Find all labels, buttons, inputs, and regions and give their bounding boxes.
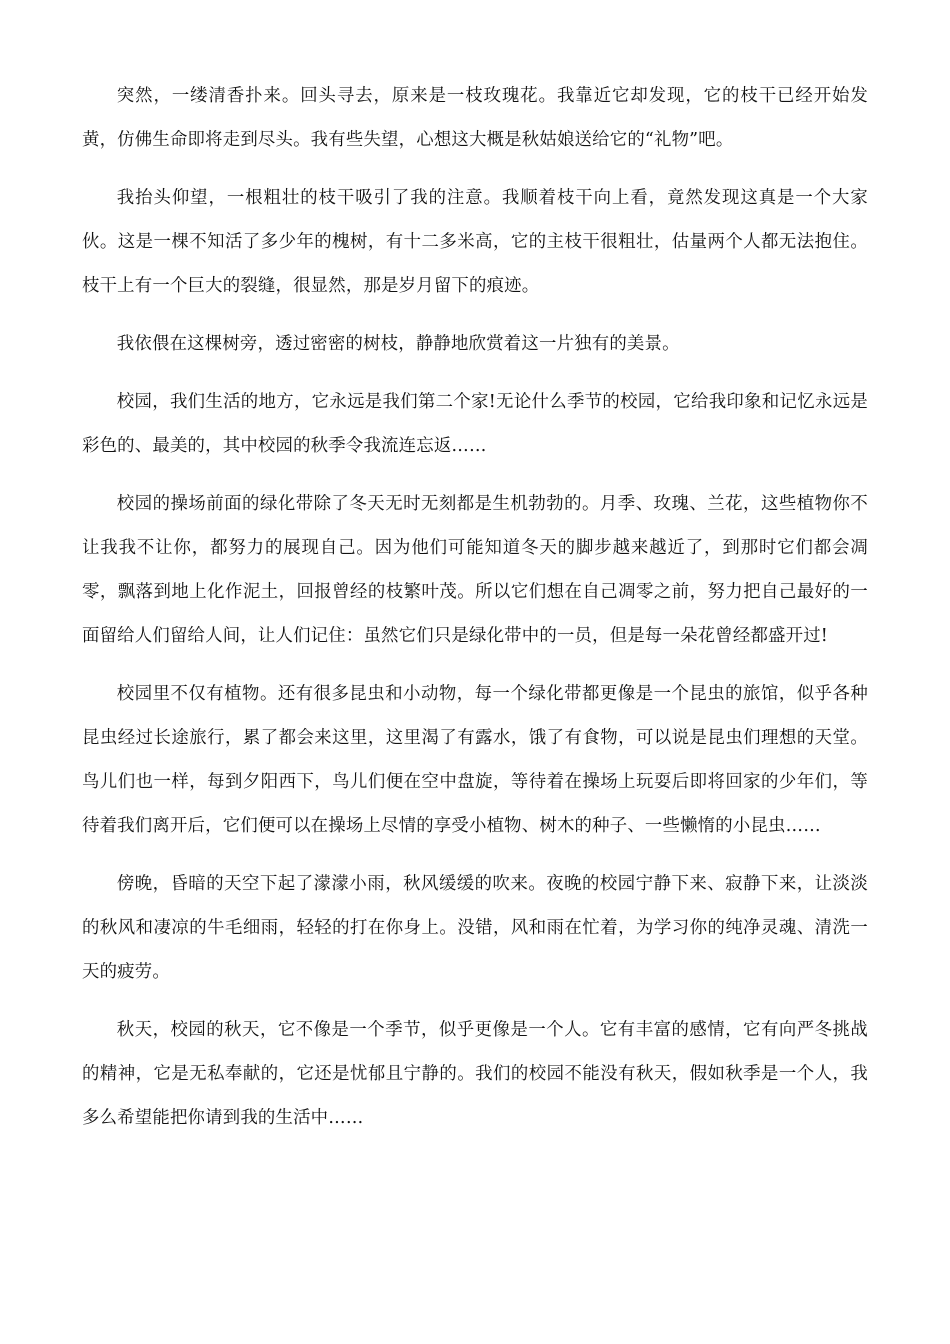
- paragraph-autumn-person: 秋天，校园的秋天，它不像是一个季节，似乎更像是一个人。它有丰富的感情，它有向严冬挑战的精神，它是无私奉献的，它还是忧郁且宁静的。我们的校园不能没有秋天，假如秋季是一个人，我多么希望能把你请到我的生活中……: [82, 1020, 868, 1128]
- paragraph-insects-birds: 校园里不仅有植物。还有很多昆虫和小动物，每一个绿化带都更像是一个昆虫的旅馆，似乎各种昆虫经过长途旅行，累了都会来这里，这里渴了有露水，饿了有食物，可以说是昆虫们理想的天堂。鸟儿们也一样，每到夕阳西下，鸟儿们便在空中盘旋，等待着在操场上玩耍后即将回家的少年们，等待着我们离开后，它们便可以在操场上尽情的享受小植物、树木的种子、一些懒惰的小昆虫……: [82, 684, 868, 836]
- paragraph-green-belt: 校园的操场前面的绿化带除了冬天无时无刻都是生机勃勃的。月季、玫瑰、兰花，这些植物你不让我我不让你，都努力的展现自己。因为他们可能知道冬天的脚步越来越近了，到那时它们都会凋零，飘落到地上化作泥土，回报曾经的枝繁叶茂。所以它们想在自己凋零之前，努力把自己最好的一面留给人们留给人间，让人们记住：虽然它们只是绿化带中的一员，但是每一朵花曾经都盛开过!: [82, 494, 868, 646]
- paragraph-locust-tree: 我抬头仰望，一根粗壮的枝干吸引了我的注意。我顺着枝干向上看，竟然发现这真是一个大家伙。这是一棵不知活了多少年的槐树，有十二多米高，它的主枝干很粗壮，估量两个人都无法抱住。枝干上有一个巨大的裂缝，很显然，那是岁月留下的痕迹。: [82, 188, 868, 296]
- paragraph-rose: 突然，一缕清香扑来。回头寻去，原来是一枝玫瑰花。我靠近它却发现，它的枝干已经开始发黄，仿佛生命即将走到尽头。我有些失望，心想这大概是秋姑娘送给它的“礼物”吧。: [82, 86, 868, 150]
- paragraph-lean-on-tree: 我依偎在这棵树旁，透过密密的树枝，静静地欣赏着这一片独有的美景。: [116, 334, 680, 354]
- document-body: [82, 74, 868, 1154]
- paragraph-campus-home: 校园，我们生活的地方，它永远是我们第二个家!无论什么季节的校园，它给我印象和记忆永远是彩色的、最美的，其中校园的秋季令我流连忘返……: [82, 392, 868, 456]
- paragraph-evening-rain: 傍晚，昏暗的天空下起了濛濛小雨，秋风缓缓的吹来。夜晚的校园宁静下来、寂静下来，让淡淡的秋风和凄凉的牛毛细雨，轻轻的打在你身上。没错，风和雨在忙着，为学习你的纯净灵魂、清洗一天的疲劳。: [82, 874, 868, 982]
